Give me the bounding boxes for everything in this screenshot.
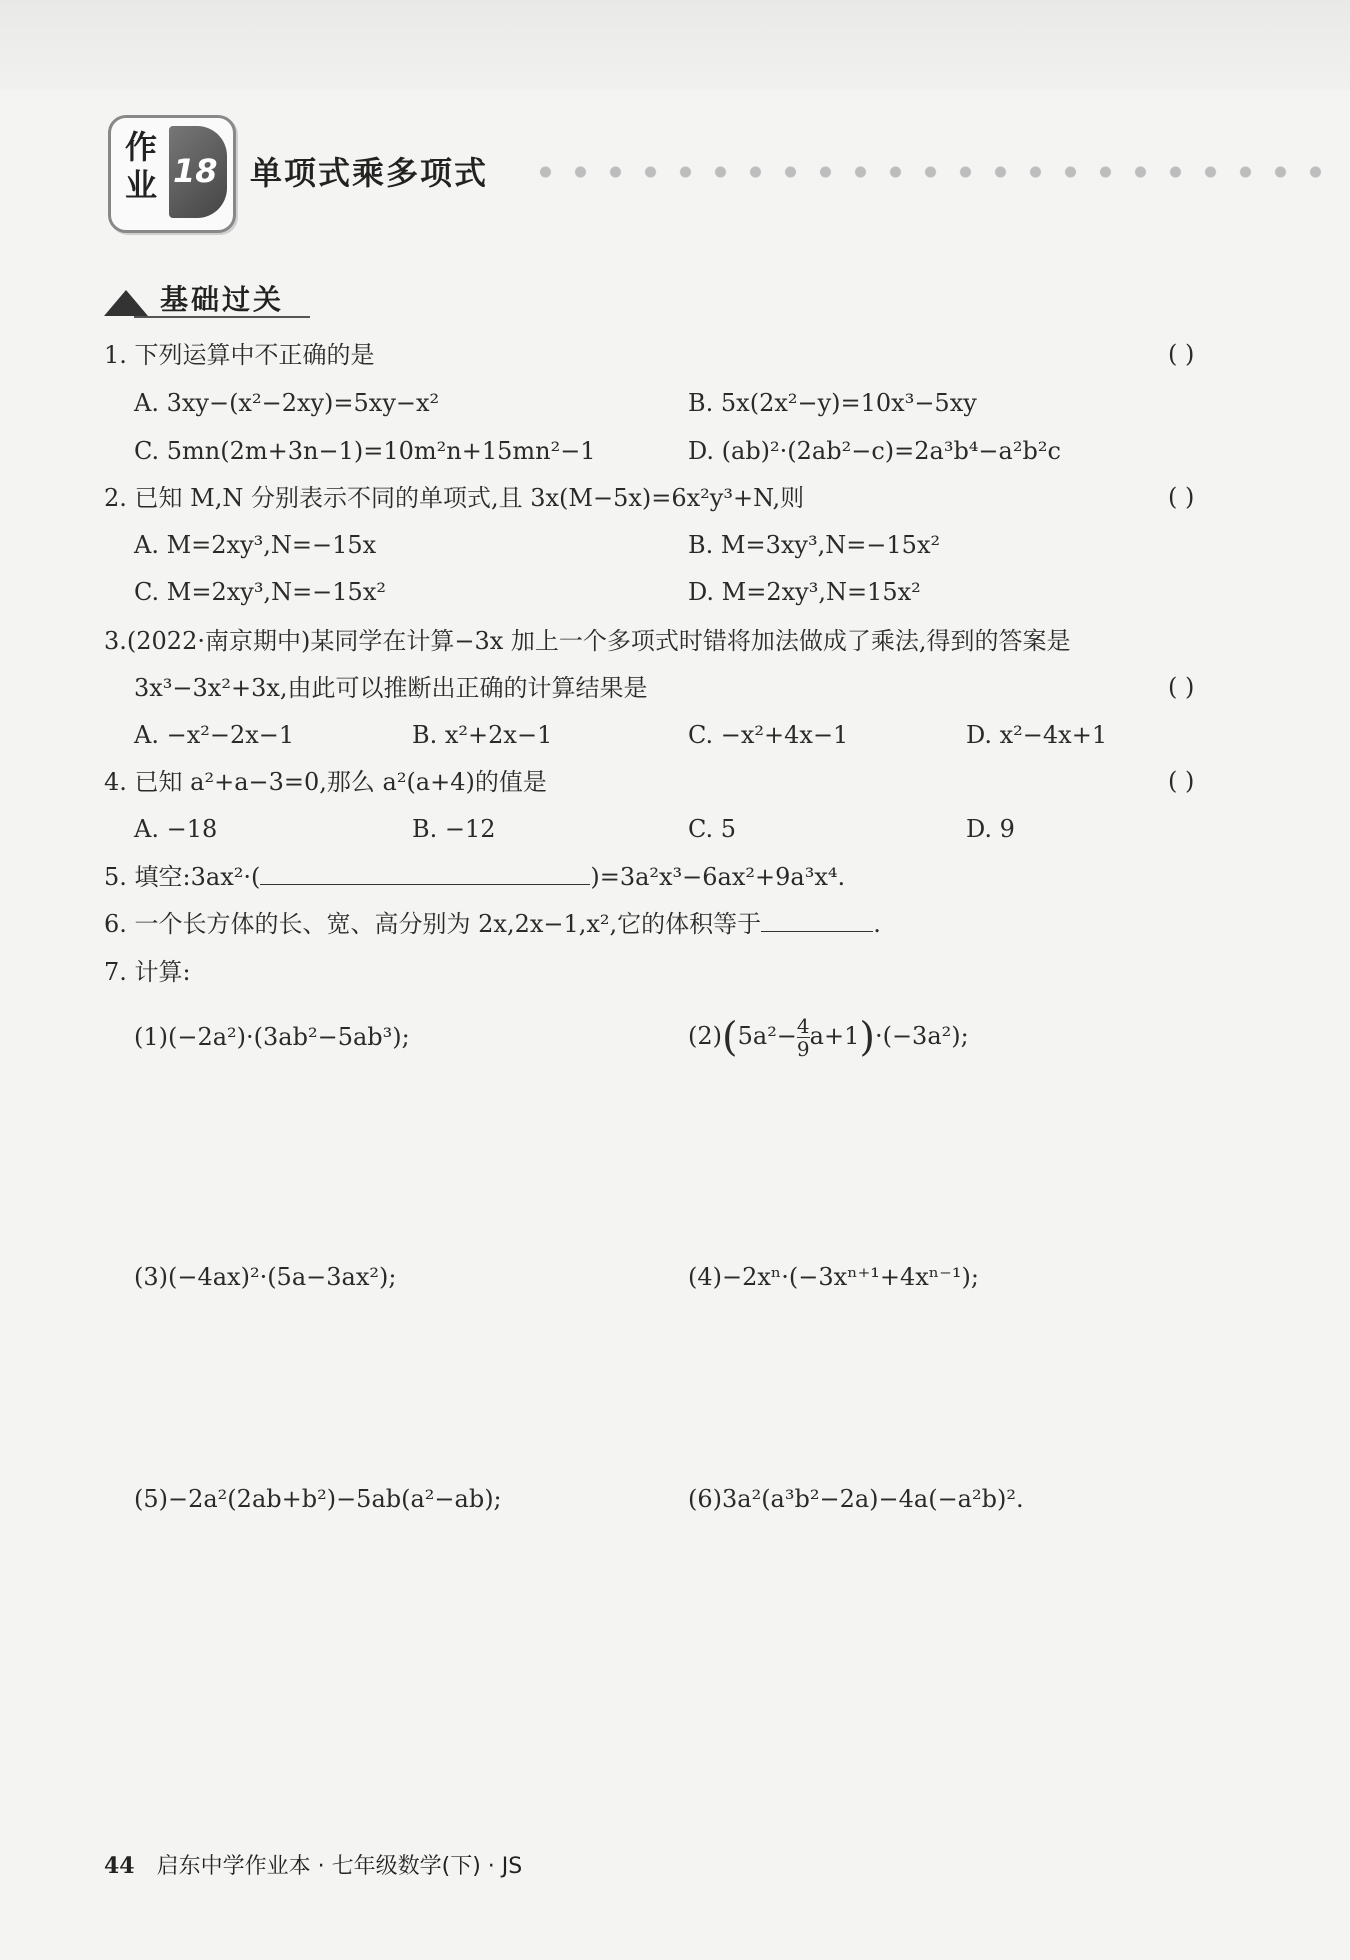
right-paren: ) bbox=[859, 1014, 875, 1061]
q5-answer-blank[interactable] bbox=[260, 862, 590, 885]
badge-number: 18 bbox=[173, 152, 218, 190]
q1-option-d: D. (ab)²·(2ab²−c)=2a³b⁴−a²b²c bbox=[688, 437, 1061, 465]
q3-answer-paren[interactable]: ( ) bbox=[1168, 673, 1195, 701]
section-title: 基础过关 bbox=[160, 283, 285, 316]
q5-prefix: 5. 填空:3ax²·( bbox=[104, 863, 261, 891]
q7-stem: 7. 计算: bbox=[104, 958, 191, 986]
q2-option-d: D. M=2xy³,N=15x² bbox=[688, 578, 921, 606]
q5-suffix: )=3a²x³−6ax²+9a³x⁴. bbox=[590, 863, 846, 891]
section-heading bbox=[104, 278, 310, 318]
q7-part-2-term-b: a+1 bbox=[809, 1022, 860, 1050]
q3-option-c: C. −x²+4x−1 bbox=[688, 721, 849, 749]
mountain-icon bbox=[104, 290, 148, 316]
q2-option-a: A. M=2xy³,N=−15x bbox=[134, 531, 377, 559]
q3-option-b: B. x²+2x−1 bbox=[412, 721, 553, 749]
q7-part-2 bbox=[688, 1008, 969, 1066]
fraction-numerator: 4 bbox=[796, 1014, 810, 1038]
q6-end: . bbox=[873, 910, 881, 938]
page-number: 44 bbox=[104, 1853, 135, 1879]
dotted-rule bbox=[528, 166, 1328, 178]
q7-part-3: (3)(−4ax)²·(5a−3ax²); bbox=[134, 1263, 397, 1291]
q7-part-2-suffix: ·(−3a²); bbox=[874, 1022, 969, 1050]
q7-part-5: (5)−2a²(2ab+b²)−5ab(a²−ab); bbox=[134, 1485, 502, 1513]
footer-text: 启东中学作业本 · 七年级数学(下) · JS bbox=[156, 1854, 523, 1879]
q7-part-6: (6)3a²(a³b²−2a)−4a(−a²b)². bbox=[688, 1485, 1024, 1513]
q3-option-a: A. −x²−2x−1 bbox=[134, 721, 295, 749]
q3-option-d: D. x²−4x+1 bbox=[966, 721, 1108, 749]
q7-part-2-label: (2) bbox=[688, 1022, 722, 1050]
q2-stem: 2. 已知 M,N 分别表示不同的单项式,且 3x(M−5x)=6x²y³+N,则 bbox=[104, 484, 805, 512]
badge-label: 作业 bbox=[125, 128, 158, 204]
q4-option-c: C. 5 bbox=[688, 815, 737, 843]
q4-option-a: A. −18 bbox=[134, 815, 218, 843]
fraction-denominator: 9 bbox=[796, 1037, 810, 1061]
q4-stem: 4. 已知 a²+a−3=0,那么 a²(a+4)的值是 bbox=[104, 768, 547, 796]
q1-option-a: A. 3xy−(x²−2xy)=5xy−x² bbox=[134, 389, 440, 417]
page-footer bbox=[104, 1849, 522, 1880]
section-underline bbox=[134, 316, 310, 318]
q4-option-d: D. 9 bbox=[966, 815, 1015, 843]
left-paren: ( bbox=[722, 1014, 738, 1061]
q6-fill bbox=[104, 909, 881, 939]
q4-answer-paren[interactable]: ( ) bbox=[1168, 767, 1195, 795]
fraction bbox=[797, 1015, 810, 1060]
q7-part-2-term-a: 5a²− bbox=[737, 1022, 797, 1050]
q2-option-b: B. M=3xy³,N=−15x² bbox=[688, 531, 941, 559]
q5-fill bbox=[104, 862, 845, 892]
homework-badge bbox=[108, 115, 236, 233]
q7-part-1: (1)(−2a²)·(3ab²−5ab³); bbox=[134, 1023, 410, 1051]
q6-answer-blank[interactable] bbox=[761, 909, 873, 932]
q2-option-c: C. M=2xy³,N=−15x² bbox=[134, 578, 386, 606]
q6-text: 6. 一个长方体的长、宽、高分别为 2x,2x−1,x²,它的体积等于 bbox=[104, 910, 762, 938]
q3-stem-line1: 3.(2022·南京期中)某同学在计算−3x 加上一个多项式时错将加法做成了乘法,得到的答案是 bbox=[104, 627, 1071, 655]
page-title: 单项式乘多项式 bbox=[250, 154, 489, 192]
q7-part-4: (4)−2xⁿ·(−3xⁿ⁺¹+4xⁿ⁻¹); bbox=[688, 1263, 979, 1291]
q1-answer-paren[interactable]: ( ) bbox=[1168, 340, 1195, 368]
q1-option-b: B. 5x(2x²−y)=10x³−5xy bbox=[688, 389, 977, 417]
q1-option-c: C. 5mn(2m+3n−1)=10m²n+15mn²−1 bbox=[134, 437, 596, 465]
q4-option-b: B. −12 bbox=[412, 815, 496, 843]
q1-stem: 1. 下列运算中不正确的是 bbox=[104, 341, 375, 369]
q3-stem-line2: 3x³−3x²+3x,由此可以推断出正确的计算结果是 bbox=[134, 674, 648, 702]
q2-answer-paren[interactable]: ( ) bbox=[1168, 483, 1195, 511]
